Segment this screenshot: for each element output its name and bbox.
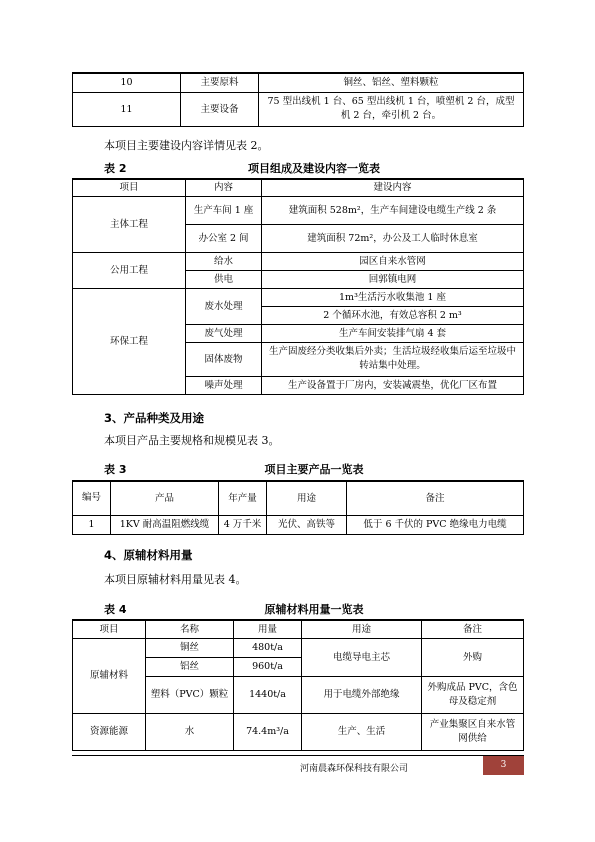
material-name: 铝丝 <box>146 657 234 676</box>
material-note: 外购成品 PVC，含色母及稳定剂 <box>422 676 524 713</box>
column-header: 编号 <box>73 481 111 515</box>
column-header: 年产量 <box>219 481 267 515</box>
table-row <box>73 288 524 306</box>
material-note: 外购 <box>422 638 524 676</box>
table-header-row <box>73 481 524 515</box>
detail-cell: 1m³生活污水收集池 1 座 <box>262 288 524 306</box>
column-header: 项目 <box>73 179 186 196</box>
paragraph-table3-ref: 本项目产品主要规格和规模见表 3。 <box>104 434 280 447</box>
content-cell: 供电 <box>186 270 262 288</box>
row-item: 主要设备 <box>181 92 259 126</box>
products-table <box>72 480 524 535</box>
material-note: 产业集聚区自来水管网供给 <box>422 713 524 750</box>
column-header: 产品 <box>111 481 219 515</box>
table-row <box>73 92 524 126</box>
footer-divider <box>72 755 524 756</box>
table-header-row <box>73 179 524 196</box>
row-content: 75 型出线机 1 台、65 型出线机 1 台，喷塑机 2 台，成型机 2 台，牵引机 2 台。 <box>259 92 524 126</box>
column-header: 用量 <box>234 620 302 638</box>
table-title: 原辅材料用量一览表 <box>264 603 364 616</box>
equipment-table-continued <box>72 72 524 127</box>
use-cell: 光伏、高铁等 <box>267 515 347 534</box>
column-header: 名称 <box>146 620 234 638</box>
product-cell: 1KV 耐高温阻燃线缆 <box>111 515 219 534</box>
materials-table <box>72 619 524 751</box>
table-row <box>73 515 524 534</box>
detail-cell: 建筑面积 528m²，生产车间建设电缆生产线 2 条 <box>262 196 524 224</box>
category-cell: 资源能源 <box>73 713 146 750</box>
paragraph-table2-ref: 本项目主要建设内容详情见表 2。 <box>104 139 269 152</box>
table-number: 表 3 <box>104 463 127 476</box>
category-cell: 主体工程 <box>73 196 186 252</box>
footer-company: 河南晨森环保科技有限公司 <box>300 764 409 774</box>
column-header: 用途 <box>302 620 422 638</box>
detail-cell: 生产车间安装排气扇 4 套 <box>262 324 524 342</box>
column-header: 备注 <box>422 620 524 638</box>
material-name: 水 <box>146 713 234 750</box>
category-cell: 环保工程 <box>73 288 186 394</box>
table-title: 项目主要产品一览表 <box>264 463 364 476</box>
section-heading-materials: 4、原辅材料用量 <box>104 548 193 562</box>
table-row <box>73 73 524 92</box>
material-name: 铜丝 <box>146 638 234 657</box>
note-cell: 低于 6 千伏的 PVC 绝缘电力电缆 <box>347 515 524 534</box>
row-item: 主要原料 <box>181 73 259 92</box>
column-header: 用途 <box>267 481 347 515</box>
content-cell: 办公室 2 间 <box>186 224 262 252</box>
material-quantity: 1440t/a <box>234 676 302 713</box>
detail-cell: 生产设备置于厂房内，安装减震垫，优化厂区布置 <box>262 376 524 394</box>
detail-cell: 园区自来水管网 <box>262 252 524 270</box>
table-header-row <box>73 620 524 638</box>
detail-cell: 2 个循环水池，有效总容积 2 m³ <box>262 306 524 324</box>
table-row <box>73 713 524 750</box>
material-quantity: 74.4m³/a <box>234 713 302 750</box>
material-quantity: 960t/a <box>234 657 302 676</box>
row-number: 11 <box>73 92 181 126</box>
table-row <box>73 252 524 270</box>
table-row <box>73 638 524 657</box>
detail-cell: 生产固废经分类收集后外卖；生活垃圾经收集后运至垃圾中转站集中处理。 <box>262 342 524 376</box>
project-composition-table <box>72 178 524 395</box>
material-name: 塑料（PVC）颗粒 <box>146 676 234 713</box>
material-use: 生产、生活 <box>302 713 422 750</box>
row-number: 1 <box>73 515 111 534</box>
material-quantity: 480t/a <box>234 638 302 657</box>
detail-cell: 建筑面积 72m²，办公及工人临时休息室 <box>262 224 524 252</box>
content-cell: 废气处理 <box>186 324 262 342</box>
table-number: 表 2 <box>104 162 127 175</box>
column-header: 内容 <box>186 179 262 196</box>
column-header: 项目 <box>73 620 146 638</box>
table-number: 表 4 <box>104 603 127 616</box>
page-number: 3 <box>483 756 524 775</box>
row-number: 10 <box>73 73 181 92</box>
detail-cell: 回郭镇电网 <box>262 270 524 288</box>
output-cell: 4 万千米 <box>219 515 267 534</box>
row-content: 铜丝、铝丝、塑料颗粒 <box>259 73 524 92</box>
section-heading-products: 3、产品种类及用途 <box>104 411 205 425</box>
content-cell: 生产车间 1 座 <box>186 196 262 224</box>
category-cell: 原辅材料 <box>73 638 146 713</box>
table-title: 项目组成及建设内容一览表 <box>248 162 380 175</box>
category-cell: 公用工程 <box>73 252 186 288</box>
content-cell: 给水 <box>186 252 262 270</box>
column-header: 建设内容 <box>262 179 524 196</box>
content-cell: 固体废物 <box>186 342 262 376</box>
paragraph-table4-ref: 本项目原辅材料用量见表 4。 <box>104 573 247 586</box>
table-row <box>73 196 524 224</box>
material-use: 用于电缆外部绝缘 <box>302 676 422 713</box>
column-header: 备注 <box>347 481 524 515</box>
content-cell: 噪声处理 <box>186 376 262 394</box>
material-use: 电缆导电主芯 <box>302 638 422 676</box>
content-cell: 废水处理 <box>186 288 262 324</box>
